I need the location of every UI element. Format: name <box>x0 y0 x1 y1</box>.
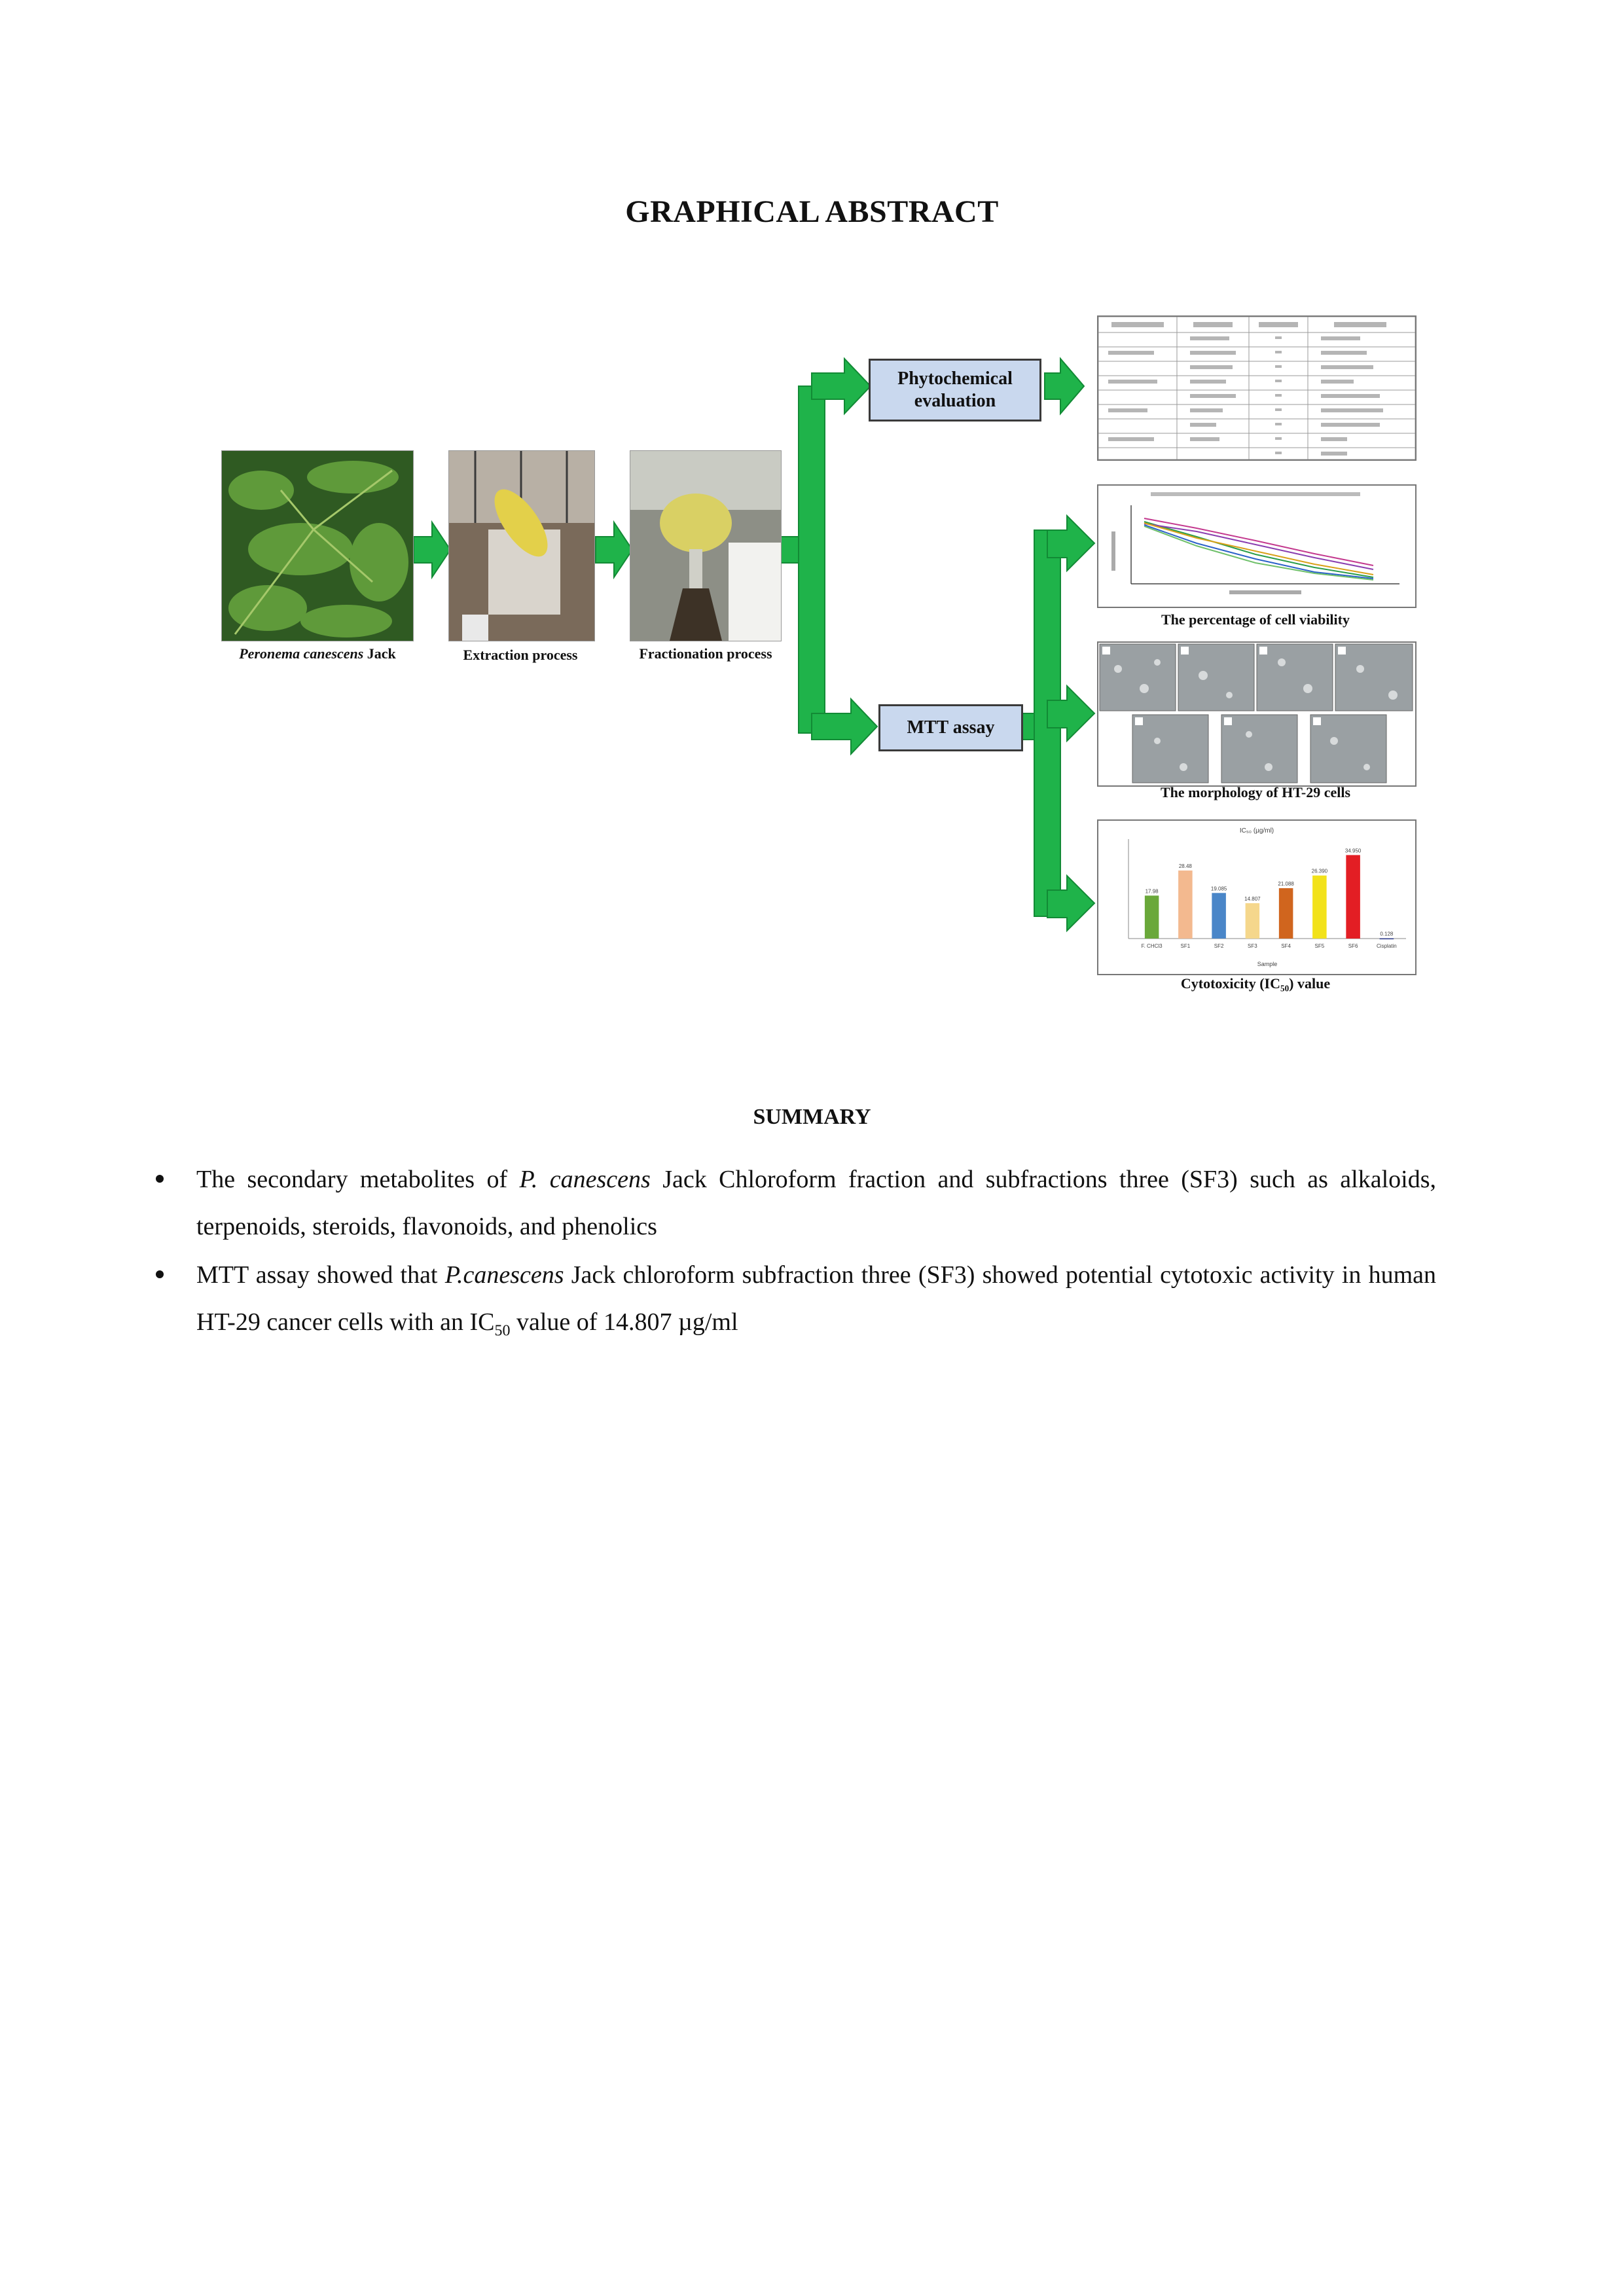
arrow-phyto-to-table <box>1045 359 1084 414</box>
summary-heading: SUMMARY <box>753 1105 871 1129</box>
viability-title: The percentage of cell viability <box>1161 611 1350 628</box>
bar-5 <box>1312 876 1327 939</box>
bar-7 <box>1380 939 1394 940</box>
summary-bullet-1: The secondary metabolites of P. canescens Jack Chloroform fraction and subfractions three (SF3) such as alkaloids, terpenoids, steroids, flavonoids, and phenolics <box>196 1156 1436 1250</box>
plant-caption: Peronema canescens Jack <box>239 645 396 662</box>
morphology-title: The morphology of HT-29 cells <box>1160 784 1351 800</box>
x-axis-label: Sample <box>1257 961 1278 967</box>
viability-chart <box>1097 484 1416 608</box>
trunk-left <box>799 386 825 733</box>
page-title: GRAPHICAL ABSTRACT <box>625 194 999 229</box>
extraction-caption: Extraction process <box>463 647 578 663</box>
x-tick-label: SF1 <box>1180 943 1191 949</box>
bar-value-label: 26.390 <box>1311 868 1328 874</box>
bar-value-label: 17.98 <box>1145 888 1159 895</box>
bar-value-label: 34.950 <box>1344 848 1362 854</box>
plant-photo <box>221 450 414 641</box>
chart-title: IC₅₀ (µg/ml) <box>1239 827 1274 834</box>
arrow-extraction-to-fractionation <box>596 522 632 577</box>
bar-6 <box>1346 855 1360 939</box>
bar-0 <box>1145 895 1159 939</box>
mtt-label: MTT assay <box>907 717 995 738</box>
x-tick-label: Cisplatin <box>1377 943 1397 949</box>
x-tick-label: SF3 <box>1248 943 1257 949</box>
bar-value-label: 28.48 <box>1178 863 1192 870</box>
x-tick-label: SF2 <box>1214 943 1224 949</box>
phytochemical-label-2: evaluation <box>914 391 996 411</box>
bar-value-label: 14.807 <box>1244 895 1261 902</box>
bar-2 <box>1212 893 1226 939</box>
cytotoxicity-title: Cytotoxicity (IC₅₀) value <box>1180 975 1331 992</box>
bar-value-label: 21.088 <box>1278 881 1294 888</box>
summary-bullet-2: MTT assay showed that P.canescens Jack chloroform subfraction three (SF3) showed potential cytotoxic activity in human HT-29 cancer cells with an $IC_{50}$ value of 14.807 µg/ml <box>196 1251 1436 1355</box>
bar-4 <box>1279 888 1293 939</box>
bullet-dot <box>156 1270 164 1278</box>
bar-1 <box>1178 870 1193 939</box>
x-tick-label: SF6 <box>1348 943 1358 949</box>
ic50-plot <box>1098 821 1415 974</box>
bar-3 <box>1246 903 1260 939</box>
x-tick-label: SF5 <box>1314 943 1325 949</box>
x-tick-label: SF4 <box>1281 943 1291 949</box>
mtt-box <box>878 704 1023 751</box>
fractionation-photo <box>630 450 782 641</box>
bullet-dot <box>156 1175 164 1183</box>
cytotoxicity-chart <box>1097 819 1416 975</box>
x-tick-label: F. CHCl3 <box>1141 943 1163 949</box>
morphology-panel <box>1097 641 1416 787</box>
extraction-photo <box>448 450 595 641</box>
phytochemical-label-1: Phytochemical <box>897 368 1013 389</box>
bar-value-label: 19.085 <box>1210 886 1227 892</box>
viability-plot <box>1098 486 1415 607</box>
phytochemical-box <box>869 359 1041 422</box>
fractionation-caption: Fractionation process <box>639 645 772 662</box>
arrow-plant-to-extraction <box>414 522 450 577</box>
phytochemical-table <box>1097 315 1416 461</box>
table-grid <box>1098 317 1415 459</box>
bar-value-label: 0.128 <box>1380 931 1394 937</box>
morphology-images <box>1098 643 1415 785</box>
